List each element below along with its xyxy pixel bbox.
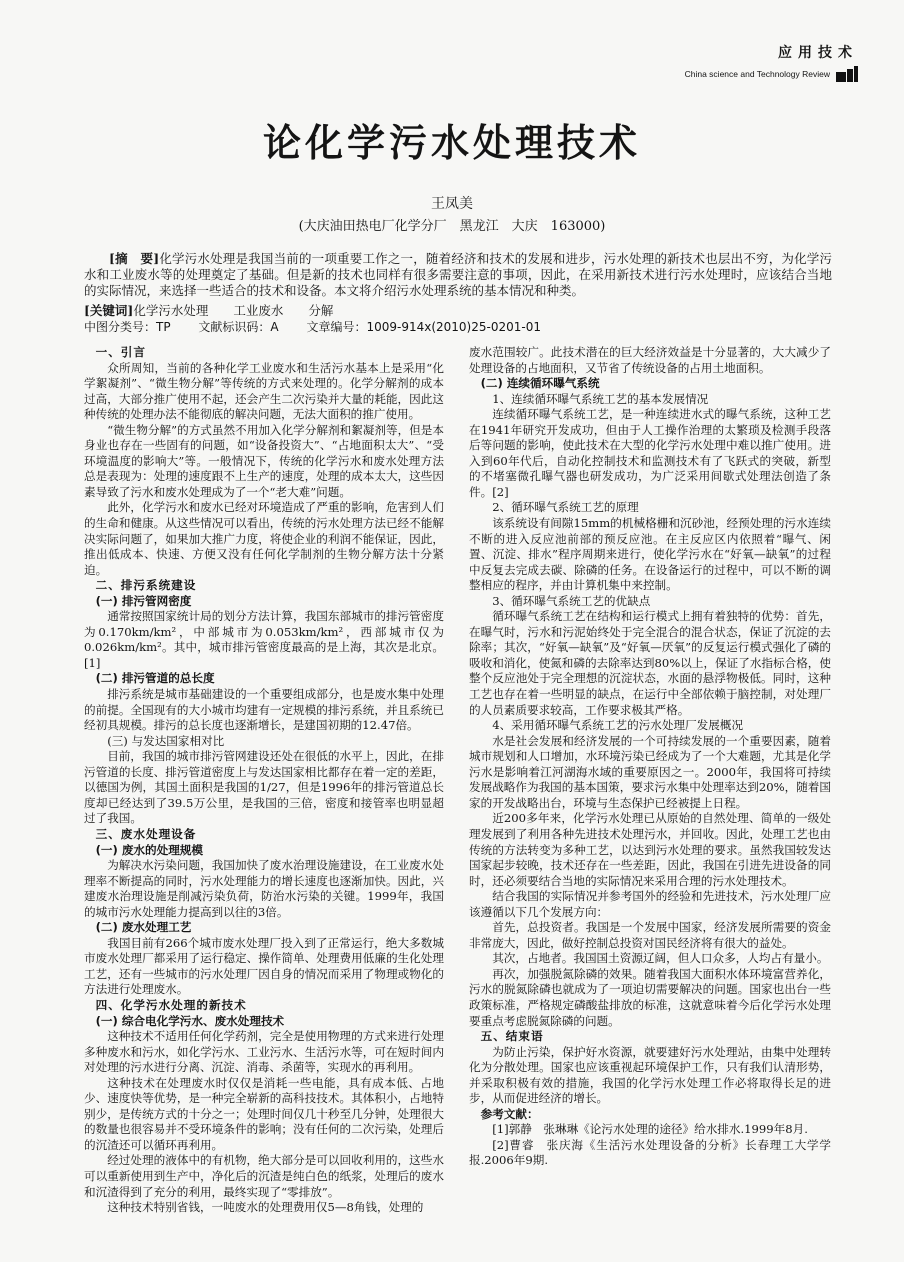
section-heading: 三、废水处理设备 [95,826,197,841]
keywords-text: 化学污水处理 工业废水 分解 [133,303,334,318]
abstract-label: [摘 要] [109,251,160,266]
abstract [84,251,832,299]
paragraph: 循环曝气系统工艺在结构和运行模式上拥有着独特的优势：首先，在曝气时，污水和污泥始终处于完全混合的混合状态，保证了沉淀的去除率；其次，“好氧—缺氧”及“好氧—厌氧”的反复运行模式强化了磷的吸收和消化，使氮和磷的去除率达到80%以上，保证了水指标合格，使整个反应池处于完全理想的沉淀状态，水面的悬浮物极低。同时，这种工艺也存在着一些明显的缺点，在运行中全部依赖于脑控制，对处理厂的人员素质要求较高，工作要求极其严格。 [469,609,831,717]
paragraph: 近200多年来，化学污水处理已从原始的自然处理、简单的一级处理发展到了利用各种先进技术处理污水，并回收。因此，处理工艺也由传统的方法转变为多种工艺，以达到污水处理的要求。虽然我国较发达国家起步较晚，技术还存在一些差距，因此，我国在引进先进设备的同时，还必须要结合当地的实际情况来采用合理的污水处理技术。 [469,811,831,888]
paragraph: 为解决水污染问题，我国加快了废水治理设施建设，在工业废水处理率不断提高的同时，污水处理能力的增长速度也逐渐加快。因此，兴建废水治理设施是削减污染负荷，防治水污染的关键。1999年，我国的城市污水处理能力提高到以往的3倍。 [84,858,444,919]
paragraph: 为防止污染，保护好水资源，就要建好污水处理站，由集中处理转化为分散处理。国家也应该重视起环境保护工作，只有我们认清形势，并采取积极有效的措施，我国的化学污水处理工作必将取得长足的进步，从而促进经济的增长。 [469,1044,831,1106]
classification-line [84,319,565,335]
keywords-label: [关键词] [84,303,134,318]
paragraph: 经过处理的液体中的有机物，绝大部分是可以回收利用的，这些水可以重新使用到生产中，净化后的沉渣是纯白色的纸浆，处理后的废水和沉渣得到了充分的利用，最终实现了“零排放”。 [84,1153,444,1199]
subsection-heading: (二) 废水处理工艺 [95,920,192,935]
section-heading: 四、化学污水处理的新技术 [95,997,247,1012]
paragraph: 此外，化学污水和废水已经对环境造成了严重的影响，危害到人们的生命和健康。从这些情况可以看出，传统的污水处理方法已经不能解决实际问题了，如果加大推广力度，将使企业的利润不能保证，因此，推出低成本、快速、方便又没有任何化学制剂的生物分解方法十分紧迫。 [84,500,444,577]
section-heading: 二、排污系统建设 [95,578,197,593]
article-number: 文章编号：1009-914x(2010)25-0201-01 [306,320,541,334]
author: 王凤美 [431,196,473,212]
sub-subsection-heading: 2、循环曝气系统工艺的原理 [492,500,639,515]
paragraph: 众所周知，当前的各种化学工业废水和生活污水基本上是采用“化学絮凝剂”、“微生物分解”等传统的方式来处理的。化学分解剂的成本过高，大部分推广使用不起，还会产生二次污染并大量的耗能，因此这种传统的处理办法不能彻底的解决问题，无法大面积的推广使用。 [84,360,444,422]
subsection-heading: (一) 排污管网密度 [95,593,192,608]
paragraph: 其次，占地者。我国国土资源辽阔，但人口众多，人均占有量小。 [492,951,829,966]
paragraph: 这种技术不适用任何化学药剂，完全是使用物理的方式来进行处理多种废水和污水，如化学污水、工业污水、生活污水等，可在短时间内对处理的污水进行分离、沉淀、消毒、杀菌等，实现水的再利用。 [84,1029,444,1075]
subsection-heading: (一) 综合电化学污水、废水处理技术 [95,1013,285,1028]
right-column [469,345,831,1169]
subsection-heading: (二) 连续循环曝气系统 [480,376,600,391]
paragraph: 这种技术特别省钱，一吨废水的处理费用仅5—8角钱，处理的 [107,1200,424,1215]
journal-logo-icon [836,66,858,82]
paragraph: 废水范围较广。此技术潜在的巨大经济效益是十分显著的，大大减少了处理设备的占地面积，又节省了传统设备的占用土地面积。 [469,345,831,375]
paragraph: 排污系统是城市基础建设的一个重要组成部分，也是废水集中处理的前提。全国现有的大小城市均建有一定规模的排污系统，并且系统已经初具规模。排污的总长度也逐渐增长，是建国初期的12.47倍。 [84,687,444,733]
article-title: 论化学污水处理技术 [262,120,641,165]
paragraph: 我国目前有266个城市废水处理厂投入到了正常运行，绝大多数城市废水处理厂都采用了运行稳定、操作简单、处理费用低廉的生化处理工艺，还有一些城市的污水处理厂因自身的情况而采用了物理或物化的方法进行处理废水。 [84,935,444,997]
section-heading: 一、引言 [95,345,146,359]
paragraph: 连续循环曝气系统工艺，是一种连续进水式的曝气系统，这种工艺在1941年研究开发成功，但由于人工操作治理的太繁琐及检测手段落后等问题的影响，使此技术在大型的化学污水处理中难以推广使用。进入到60年代后，自动化控制技术和监测技术有了飞跃式的突破，新型的不堵塞微孔曝气器也研发成功，为广泛采用间歇式处理法创造了条件。[2] [469,407,831,499]
paragraph: “微生物分解”的方式虽然不用加入化学分解剂和絮凝剂等，但是本身业也存在一些固有的问题，如“设备投资大”、“占地面积太大”、“受环境温度的影响大”等。一般情况下，传统的化学污水和废水处理方法总是表现为：处理的速度跟不上生产的速度，处理的成本太大，这些因素导致了污水和废水处理成为了一个“老大难”问题。 [84,422,444,499]
sub-subsection-heading: 1、连续循环曝气系统工艺的基本发展情况 [492,391,709,406]
section-label: 应用技术 [778,45,858,61]
paragraph: 首先，总投资者。我国是一个发展中国家，经济发展所需要的资金非常庞大，因此，做好控制总投资对国民经济将有很大的益处。 [469,920,831,950]
doc-code: 文献标识码：A [198,320,279,334]
affiliation: (大庆油田热电厂化学分厂 黑龙江 大庆 163000) [298,219,606,234]
keywords [84,303,333,319]
abstract-text: 化学污水处理是我国当前的一项重要工作之一，随着经济和技术的发展和进步，污水处理的新技术也层出不穷，为化学污水和工业废水等的处理奠定了基础。但是新的技术也同样有很多需要注意的事项，因此，在采用新技术进行污水处理时，应该结合当地的实际情况，来选择一些适合的技术和设备。本文将介绍污水处理系统的基本情况和种类。 [84,251,832,298]
reference-item: [2]曹睿 张庆海《生活污水处理设备的分析》长春理工大学学报.2006年9期. [469,1137,831,1168]
sub-subsection-heading: (三) 与发达国家相对比 [107,733,225,748]
subsection-heading: (一) 废水的处理规模 [95,842,203,857]
journal-line [685,66,858,82]
paragraph: 目前，我国的城市排污管网建设还处在很低的水平上，因此，在排污管道的长度、排污管道密度上与发达国家相比都存在着一定的差距，以德国为例，其国土面积是我国的1/27，但是1996年的排污管道总长度却已经达到了39.5万公里，是我国的三倍，密度和接管率也明显超过了我国。 [84,749,444,826]
paragraph: 该系统设有间隙15mm的机械格栅和沉砂池，经预处理的污水连续不断的进入反应池前部的预反应池。在主反应区内依照着“曝气、闲置、沉淀、排水”程序周期来进行，使化学污水在“好氧—缺氧”的过程中反复去完成去碳、除磷的任务。在设备运行的过程中，可以不断的调整相应的程序，并由计算机集中来控制。 [469,516,831,593]
paragraph: 这种技术在处理废水时仅仅是消耗一些电能，具有成本低、占地少、速度快等优势，是一种完全崭新的高科技技术。其体积小，占地特别少，是传统方式的十分之一；处理时间仅几十秒至几分钟，处理很大的数量也很容易并不受环境条件的影响；没有任何的二次污染，处理后的沉渣还可以循环再利用。 [84,1075,444,1152]
section-heading: 五、结束语 [480,1029,544,1044]
paragraph: 再次，加强脱氮除磷的效果。随着我国大面积水体环境富营养化，污水的脱氮除磷也就成为了一项迫切需要解决的问题。国家也出台一些政策标准，严格规定磷酸盐排放的标准，这就意味着今后化学污水处理要重点考虑脱氮除磷的问题。 [469,966,831,1028]
sub-subsection-heading: 3、循环曝气系统工艺的优缺点 [492,593,651,608]
references-heading: 参考文献： [480,1106,539,1121]
page-header [685,42,858,82]
paragraph: 水是社会发展和经济发展的一个可持续发展的一个重要因素，随着城市规划和人口增加，水环境污染已经成为了一个大难题，尤其是化学污水是影响着江河湖海水域的重要原因之一。2000年，我国将可持续发展战略作为我国的基本国策，要求污水集中处理率达到20%，随着国家的开发战略出台，环境与生态保护已经被提上日程。 [469,733,831,810]
left-column [84,345,444,1216]
sub-subsection-heading: 4、采用循环曝气系统工艺的污水处理厂发展概况 [492,718,744,733]
subsection-heading: (二) 排污管道的总长度 [95,671,215,686]
journal-name: China science and Technology Review [684,69,830,79]
paragraph: 结合我国的实际情况并参考国外的经验和先进技术，污水处理厂应该遵循以下几个发展方向： [469,889,831,919]
reference-item: [1]郭静 张琳琳《论污水处理的途径》给水排水.1999年8月. [492,1122,808,1137]
clc-number: 中图分类号：TP [84,320,171,334]
paragraph: 通常按照国家统计局的划分方法计算，我国东部城市的排污管密度为0.170km/km²，中部城市为0.053km/km²，西部城市仅为0.026km/km²。其中，城市排污管密度最高的是上海，其次是北京。[1] [84,609,444,670]
